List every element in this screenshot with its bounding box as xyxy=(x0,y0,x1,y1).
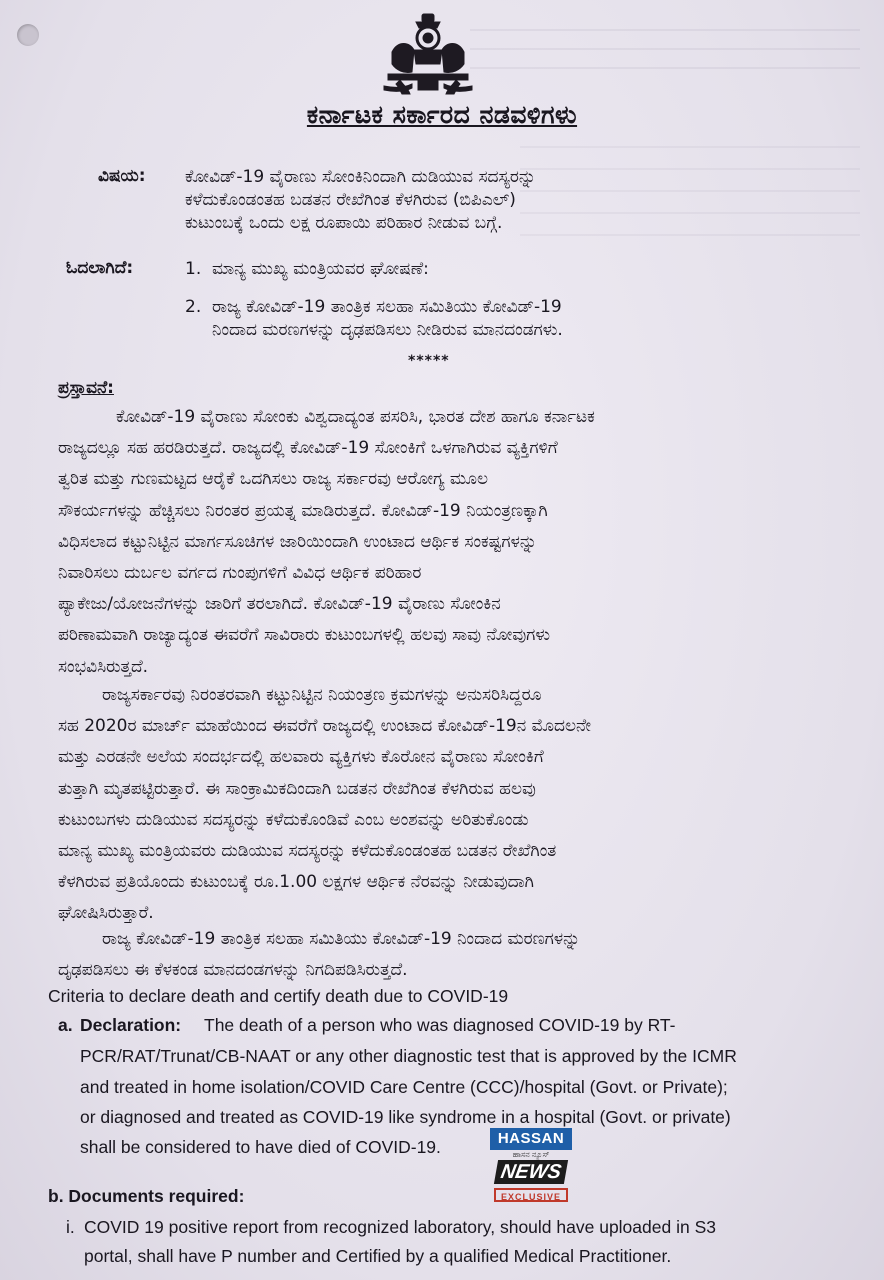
watermark-top: HASSAN xyxy=(490,1128,572,1150)
paragraph-line: ಘೋಷಿಸಿರುತ್ತಾರೆ. xyxy=(58,903,154,924)
declaration-line: and treated in home isolation/COVID Care Centre (CCC)/hospital (Govt. or Private); xyxy=(80,1077,728,1097)
document-item-line: COVID 19 positive report from recognized laboratory, should have uploaded in S3 xyxy=(84,1217,716,1237)
subject-line: ಕೋವಿಡ್-19 ವೈರಾಣು ಸೋಂಕಿನಿಂದಾಗಿ ದುಡಿಯುವ ಸದಸ್ಯರನ್ನು xyxy=(185,167,537,187)
section-separator: ***** xyxy=(408,353,450,369)
document-item-line: portal, shall have P number and Certified by a qualified Medical Practitioner. xyxy=(84,1246,672,1266)
paragraph-line: ಮಾನ್ಯ ಮುಖ್ಯ ಮಂತ್ರಿಯವರು ದುಡಿಯುವ ಸದಸ್ಯರನ್ನು ಕಳೆದುಕೊಂಡಂತಹ ಬಡತನ ರೇಖೆಗಿಂತ xyxy=(58,841,557,862)
paragraph-line: ತುತ್ತಾಗಿ ಮೃತಪಟ್ಟಿರುತ್ತಾರೆ. ಈ ಸಾಂಕ್ರಾಮಿಕದಿಂದಾಗಿ ಬಡತನ ರೇಖೆಗಿಂತ ಕೆಳಗಿರುವ ಹಲವು xyxy=(58,778,536,799)
bleed-through-text xyxy=(470,24,860,84)
punch-hole xyxy=(17,24,39,46)
paragraph-line: ರಾಜ್ಯದಲ್ಲೂ ಸಹ ಹರಡಿರುತ್ತದೆ. ರಾಜ್ಯದಲ್ಲಿ ಕೋವಿಡ್-19 ಸೋಂಕಿಗೆ ಒಳಗಾಗಿರುವ ವ್ಯಕ್ತಿಗಳಿಗೆ xyxy=(58,438,558,459)
references-label: ಓದಲಾಗಿದೆ: xyxy=(66,258,134,278)
preamble-paragraph xyxy=(58,680,840,930)
paragraph-line: ವಿಧಿಸಲಾದ ಕಟ್ಟುನಿಟ್ಟಿನ ಮಾರ್ಗಸೂಚಿಗಳ ಜಾರಿಯಿಂದಾಗಿ ಉಂಟಾದ ಆರ್ಥಿಕ ಸಂಕಷ್ಟಗಳನ್ನು xyxy=(58,531,537,552)
subject-line: ಕಳೆದುಕೊಂಡಂತಹ ಬಡತನ ರೇಖೆಗಿಂತ ಕೆಳಗಿರುವ (ಬಿಪಿಎಲ್) xyxy=(185,190,516,210)
declaration-label: Declaration: xyxy=(80,1015,182,1035)
subject-text xyxy=(185,166,805,235)
paragraph-line: ಸಂಭವಿಸಿರುತ್ತದೆ. xyxy=(58,656,149,677)
document-title: ಕರ್ನಾಟಕ ಸರ್ಕಾರದ ನಡವಳಿಗಳು xyxy=(306,100,578,129)
paragraph-line: ಪ್ಯಾಕೇಜು/ಯೋಜನೆಗಳನ್ನು ಜಾರಿಗೆ ತರಲಾಗಿದೆ. ಕೋವಿಡ್-19 ವೈರಾಣು ಸೋಂಕಿನ xyxy=(58,594,501,615)
paragraph-line: ಮತ್ತು ಎರಡನೇ ಅಲೆಯ ಸಂದರ್ಭದಲ್ಲಿ ಹಲವಾರು ವ್ಯಕ್ತಿಗಳು ಕೊರೋನ ವೈರಾಣು ಸೋಂಕಿಗೆ xyxy=(58,747,544,768)
declaration-line: PCR/RAT/Trunat/CB-NAAT or any other diagnostic test that is approved by the ICMR xyxy=(80,1046,737,1066)
reference-number: 2. xyxy=(185,297,202,317)
reference-number: 1. xyxy=(185,259,202,279)
watermark-bottom: EXCLUSIVE xyxy=(494,1188,568,1202)
documents-heading: b. Documents required: xyxy=(48,1186,245,1206)
preamble-paragraph xyxy=(58,402,840,683)
subject-label: ವಿಷಯ: xyxy=(98,166,146,186)
preamble-heading: ಪ್ರಸ್ತಾವನೆ: xyxy=(58,378,114,398)
hassan-news-watermark-logo xyxy=(490,1128,572,1206)
watermark-middle: NEWS xyxy=(494,1160,568,1184)
reference-item: ಮಾನ್ಯ ಮುಖ್ಯ ಮಂತ್ರಿಯವರ ಘೋಷಣೆ: xyxy=(212,259,429,279)
document-item-marker: i. xyxy=(66,1217,75,1237)
paragraph-line: ಸಹ 2020ರ ಮಾರ್ಚ್ ಮಾಹೆಯಿಂದ ಈವರೆಗೆ ರಾಜ್ಯದಲ್ಲಿ ಉಂಟಾದ ಕೋವಿಡ್-19ನ ಮೊದಲನೇ xyxy=(58,716,592,737)
declaration-marker: a. xyxy=(58,1015,73,1035)
declaration-line: shall be considered to have died of COVID-19. xyxy=(80,1137,441,1157)
watermark-tagline: ಹಾಸನ ನ್ಯೂಸ್ xyxy=(512,1150,550,1159)
paragraph-line: ಕೆಳಗಿರುವ ಪ್ರತಿಯೊಂದು ಕುಟುಂಬಕ್ಕೆ ರೂ.1.00 ಲಕ್ಷಗಳ ಆರ್ಥಿಕ ನೆರವನ್ನು ನೀಡುವುದಾಗಿ xyxy=(58,872,534,893)
paragraph-line: ಸೌಕರ್ಯಗಳನ್ನು ಹೆಚ್ಚಿಸಲು ನಿರಂತರ ಪ್ರಯತ್ನ ಮಾಡಿರುತ್ತದೆ. ಕೋವಿಡ್-19 ನಿಯಂತ್ರಣಕ್ಕಾಗಿ xyxy=(58,500,548,521)
subject-line: ಕುಟುಂಬಕ್ಕೆ ಒಂದು ಲಕ್ಷ ರೂಪಾಯಿ ಪರಿಹಾರ ನೀಡುವ ಬಗ್ಗೆ. xyxy=(185,213,503,233)
paragraph-line: ಕೋವಿಡ್-19 ವೈರಾಣು ಸೋಂಕು ವಿಶ್ವದಾದ್ಯಂತ ಪಸರಿಸಿ, ಭಾರತ ದೇಶ ಹಾಗೂ ಕರ್ನಾಟಕ xyxy=(116,407,595,427)
paragraph-line: ರಾಜ್ಯ ಕೋವಿಡ್-19 ತಾಂತ್ರಿಕ ಸಲಹಾ ಸಮಿತಿಯು ಕೋವಿಡ್-19 ನಿಂದಾದ ಮರಣಗಳನ್ನು xyxy=(102,929,581,949)
reference-line: ರಾಜ್ಯ ಕೋವಿಡ್-19 ತಾಂತ್ರಿಕ ಸಲಹಾ ಸಮಿತಿಯು ಕೋವಿಡ್-19 xyxy=(212,297,562,317)
preamble-paragraph xyxy=(58,924,840,986)
criteria-heading: Criteria to declare death and certify death due to COVID-19 xyxy=(48,986,509,1006)
reference-line: ನಿಂದಾದ ಮರಣಗಳನ್ನು ದೃಢಪಡಿಸಲು ನೀಡಿರುವ ಮಾನದಂಡಗಳು. xyxy=(212,320,563,340)
paragraph-line: ನಿವಾರಿಸಲು ದುರ್ಬಲ ವರ್ಗದ ಗುಂಪುಗಳಿಗೆ ವಿವಿಧ ಆರ್ಥಿಕ ಪರಿಹಾರ xyxy=(58,563,422,584)
declaration-line: The death of a person who was diagnosed COVID-19 by RT- xyxy=(204,1015,676,1035)
paragraph-line: ಕುಟುಂಬಗಳು ದುಡಿಯುವ ಸದಸ್ಯರನ್ನು ಕಳೆದುಕೊಂಡಿವೆ ಎಂಬ ಅಂಶವನ್ನು ಅರಿತುಕೊಂಡು xyxy=(58,809,529,830)
paragraph-line: ರಾಜ್ಯಸರ್ಕಾರವು ನಿರಂತರವಾಗಿ ಕಟ್ಟುನಿಟ್ಟಿನ ನಿಯಂತ್ರಣ ಕ್ರಮಗಳನ್ನು ಅನುಸರಿಸಿದ್ದರೂ xyxy=(102,685,542,705)
declaration-line: or diagnosed and treated as COVID-19 like syndrome in a hospital (Govt. or private) xyxy=(80,1107,731,1127)
paragraph-line: ದೃಢಪಡಿಸಲು ಈ ಕೆಳಕಂಡ ಮಾನದಂಡಗಳನ್ನು ನಿಗದಿಪಡಿಸಿರುತ್ತದೆ. xyxy=(58,960,408,981)
paragraph-line: ಪರಿಣಾಮವಾಗಿ ರಾಜ್ಯಾದ್ಯಂತ ಈವರೆಗೆ ಸಾವಿರಾರು ಕುಟುಂಬಗಳಲ್ಲಿ ಹಲವು ಸಾವು ನೋವುಗಳು xyxy=(58,625,550,646)
paragraph-line: ತ್ವರಿತ ಮತ್ತು ಗುಣಮಟ್ಟದ ಆರೈಕೆ ಒದಗಿಸಲು ರಾಜ್ಯ ಸರ್ಕಾರವು ಆರೋಗ್ಯ ಮೂಲ xyxy=(58,469,488,490)
state-emblem-icon xyxy=(378,12,478,98)
reference-item xyxy=(212,296,812,342)
